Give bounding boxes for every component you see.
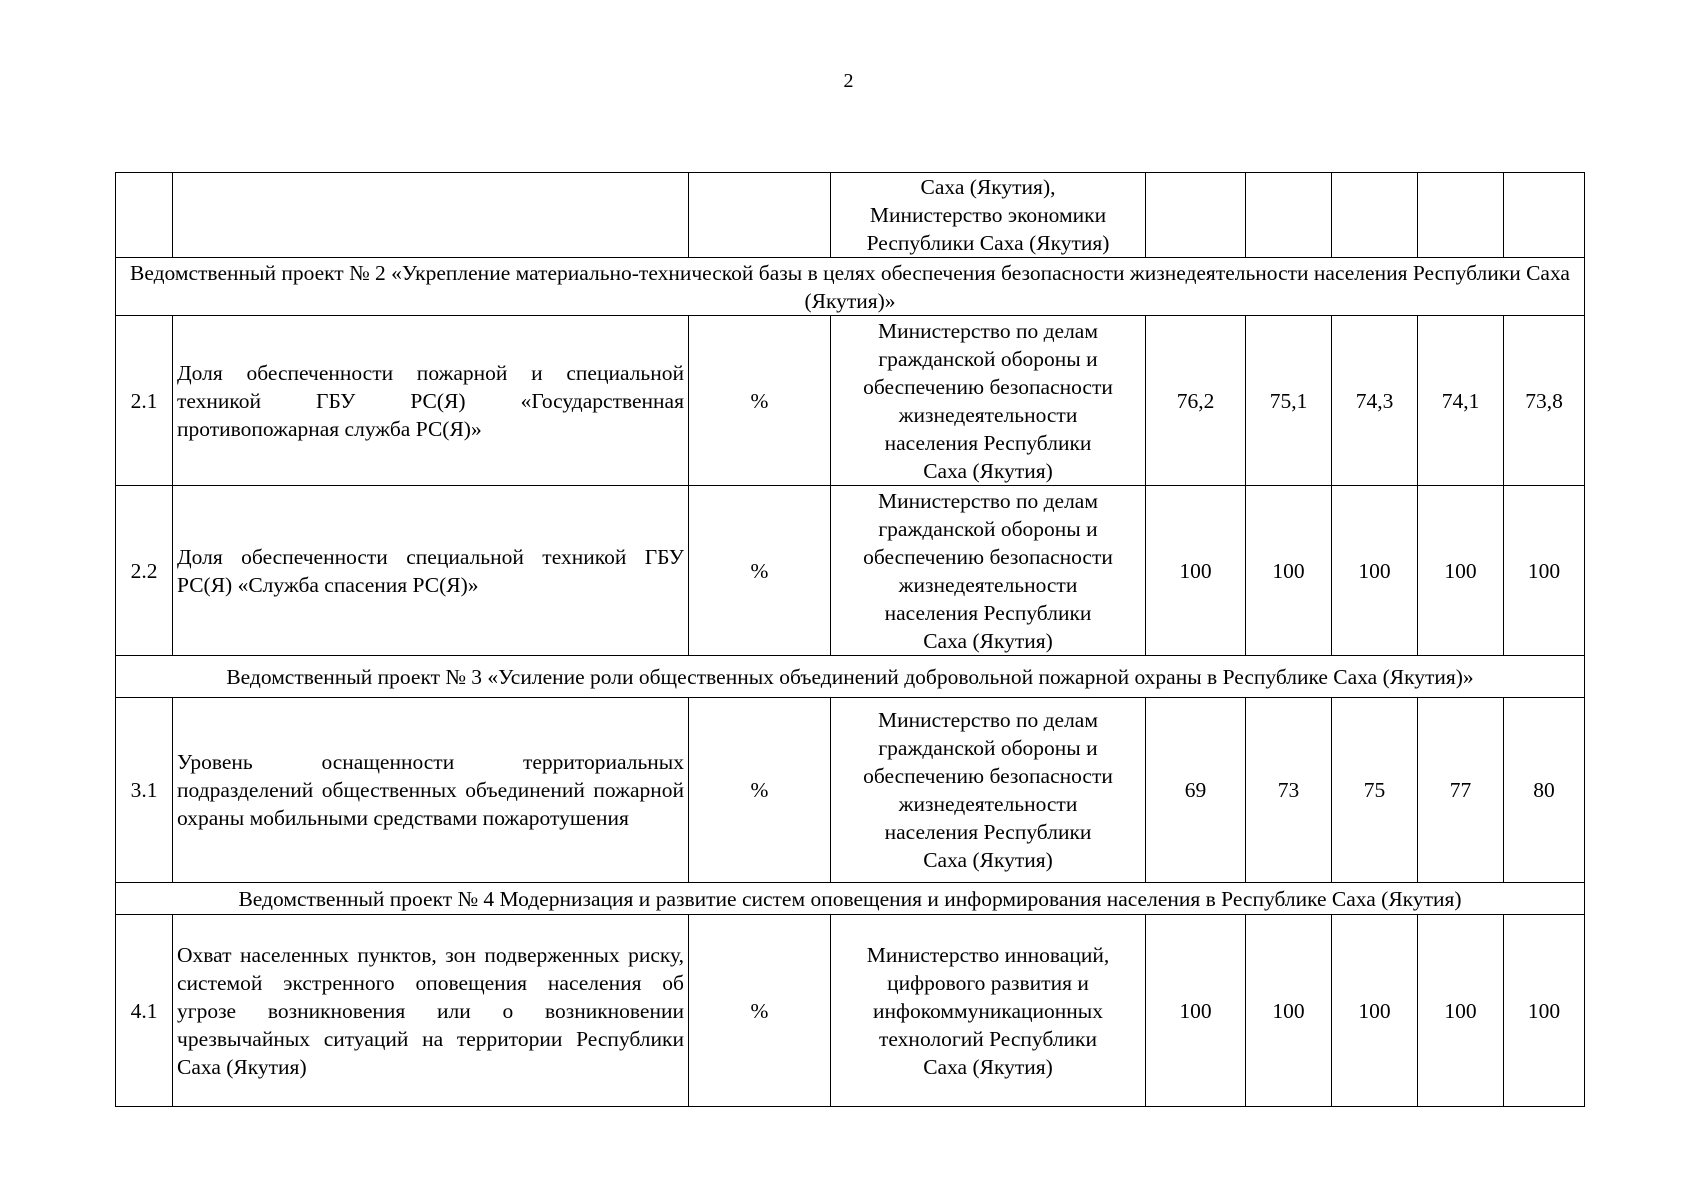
- responsible-line: Саха (Якутия): [923, 848, 1053, 872]
- indicator-name: [173, 173, 689, 258]
- row-number: 2.2: [116, 486, 173, 656]
- responsible-cell: [831, 173, 1146, 258]
- responsible-cell: [831, 316, 1146, 486]
- value-cell: 73,8: [1504, 316, 1585, 486]
- value-cell: [1146, 173, 1246, 258]
- value-cell: 76,2: [1146, 316, 1246, 486]
- responsible-line: Министерство по делам: [878, 318, 1098, 343]
- section-row: [116, 656, 1585, 698]
- value-cell: [1332, 173, 1418, 258]
- value-cell: 100: [1332, 486, 1418, 656]
- responsible-line: Саха (Якутия): [923, 1054, 1053, 1079]
- row-number: [116, 173, 173, 258]
- value-cell: 100: [1146, 915, 1246, 1107]
- value-cell: 100: [1246, 486, 1332, 656]
- responsible-line: Саха (Якутия),: [920, 175, 1056, 199]
- value-cell: [1504, 173, 1585, 258]
- section-title: Ведомственный проект № 4 Модернизация и развитие систем оповещения и информирования населения в Республике Саха (Якутия): [116, 883, 1585, 915]
- indicator-name: Уровень оснащенности территориальных подразделений общественных объединений пожарной охраны мобильными средствами пожаротушения: [173, 698, 689, 883]
- value-cell: 80: [1504, 698, 1585, 883]
- responsible-cell: [831, 915, 1146, 1107]
- page-number: 2: [843, 70, 854, 92]
- responsible-line: технологий Республики: [879, 1026, 1097, 1051]
- value-cell: 100: [1504, 915, 1585, 1107]
- responsible-line: Саха (Якутия): [923, 628, 1053, 653]
- responsible-line: жизнедеятельности: [898, 402, 1078, 427]
- value-cell: 100: [1418, 915, 1504, 1107]
- responsible-line: обеспечению безопасности: [863, 544, 1113, 569]
- row-number: 3.1: [116, 698, 173, 883]
- responsible-line: населения Республики: [884, 430, 1092, 455]
- responsible-line: жизнедеятельности: [898, 792, 1078, 816]
- table-row: [116, 486, 1585, 656]
- unit-cell: [689, 173, 831, 258]
- value-cell: 74,3: [1332, 316, 1418, 486]
- responsible-line: Министерство по делам: [878, 708, 1098, 732]
- section-title: Ведомственный проект № 3 «Усиление роли общественных объединений добровольной пожарной охраны в Республике Саха (Якутия)»: [116, 656, 1585, 698]
- responsible-line: населения Республики: [884, 820, 1092, 844]
- indicator-name: Доля обеспеченности пожарной и специальной техникой ГБУ РС(Я) «Государственная противопожарная служба РС(Я)»: [173, 316, 689, 486]
- responsible-line: Министерство инноваций,: [866, 942, 1110, 967]
- value-cell: 100: [1146, 486, 1246, 656]
- responsible-cell: [831, 486, 1146, 656]
- value-cell: 74,1: [1418, 316, 1504, 486]
- value-cell: 69: [1146, 698, 1246, 883]
- unit-cell: %: [689, 486, 831, 656]
- value-cell: [1246, 173, 1332, 258]
- responsible-line: гражданской обороны и: [878, 736, 1098, 760]
- responsible-line: Республики Саха (Якутия): [866, 231, 1110, 255]
- value-cell: 100: [1332, 915, 1418, 1107]
- unit-cell: %: [689, 316, 831, 486]
- table-row: [116, 915, 1585, 1107]
- value-cell: 75,1: [1246, 316, 1332, 486]
- indicators-table: [115, 172, 1585, 1107]
- responsible-line: Министерство экономики: [869, 203, 1107, 227]
- responsible-line: гражданской обороны и: [878, 346, 1098, 371]
- table-row: [116, 173, 1585, 258]
- value-cell: 73: [1246, 698, 1332, 883]
- row-number: 4.1: [116, 915, 173, 1107]
- responsible-line: населения Республики: [884, 600, 1092, 625]
- value-cell: 75: [1332, 698, 1418, 883]
- unit-cell: %: [689, 698, 831, 883]
- responsible-line: Министерство по делам: [878, 488, 1098, 513]
- responsible-line: обеспечению безопасности: [863, 374, 1113, 399]
- value-cell: 100: [1504, 486, 1585, 656]
- responsible-line: обеспечению безопасности: [863, 764, 1113, 788]
- section-title: Ведомственный проект № 2 «Укрепление материально-технической базы в целях обеспечения безопасности жизнедеятельности населения Республики Саха (Якутия)»: [116, 258, 1585, 316]
- unit-cell: %: [689, 915, 831, 1107]
- value-cell: [1418, 173, 1504, 258]
- responsible-line: инфокоммуникационных: [873, 998, 1103, 1023]
- row-number: 2.1: [116, 316, 173, 486]
- table-row: [116, 316, 1585, 486]
- responsible-cell: [831, 698, 1146, 883]
- table-row: [116, 698, 1585, 883]
- responsible-line: цифрового развития и: [887, 970, 1089, 995]
- section-row: [116, 883, 1585, 915]
- value-cell: 100: [1246, 915, 1332, 1107]
- section-row: [116, 258, 1585, 316]
- responsible-line: Саха (Якутия): [923, 458, 1053, 483]
- value-cell: 100: [1418, 486, 1504, 656]
- indicator-name: Доля обеспеченности специальной техникой ГБУ РС(Я) «Служба спасения РС(Я)»: [173, 486, 689, 656]
- responsible-line: жизнедеятельности: [898, 572, 1078, 597]
- indicator-name: Охват населенных пунктов, зон подверженных риску, системой экстренного оповещения населения об угрозе возникновения или о возникновении чрезвычайных ситуаций на территории Республики Саха (Якутия): [173, 915, 689, 1107]
- responsible-line: гражданской обороны и: [878, 516, 1098, 541]
- value-cell: 77: [1418, 698, 1504, 883]
